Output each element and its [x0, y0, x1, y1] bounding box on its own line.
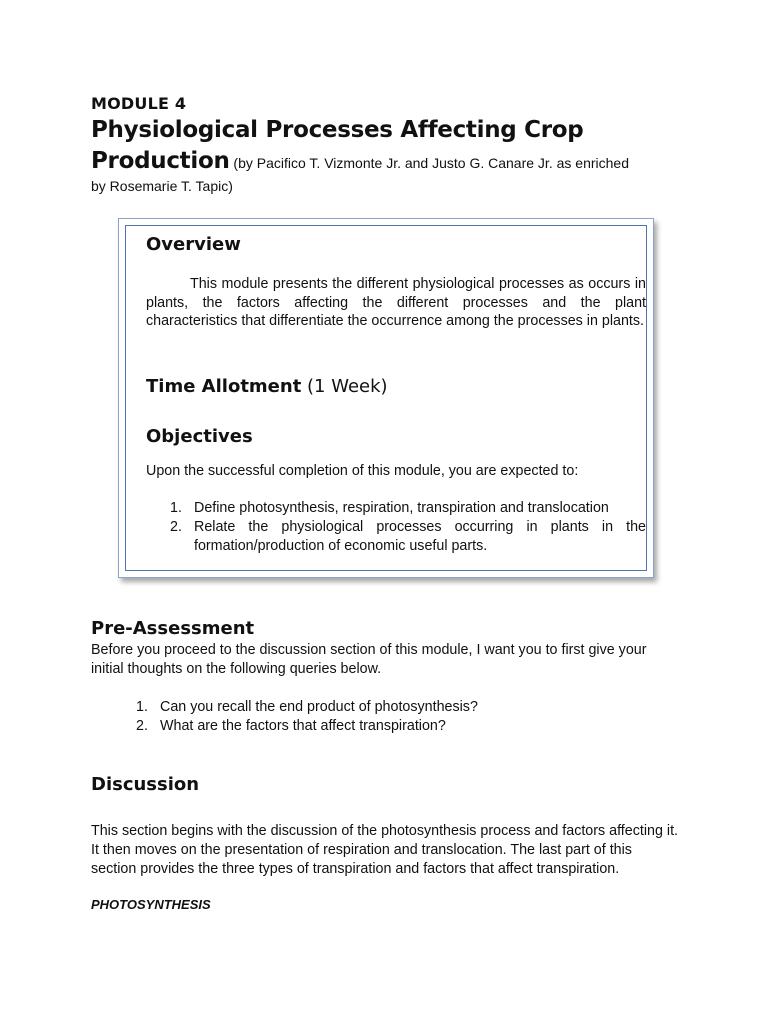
- list-item: [136, 717, 586, 736]
- objectives-intro: Upon the successful completion of this module, you are expected to:: [146, 463, 579, 479]
- list-item: [170, 518, 646, 556]
- list-item: [170, 499, 646, 518]
- pre-assessment-questions: [136, 698, 586, 736]
- discussion-heading: Discussion: [91, 774, 200, 795]
- overview-heading: Overview: [146, 234, 241, 255]
- overview-paragraph: [146, 275, 646, 331]
- pre-assessment-intro: Before you proceed to the discussion section of this module, I want you to first give your initial thoughts on the following queries below.: [91, 642, 647, 677]
- list-item-number: 2.: [136, 718, 148, 734]
- byline-second-line: by Rosemarie T. Tapic): [91, 178, 233, 194]
- objectives-list: [170, 499, 646, 556]
- time-allotment-value: (1 Week): [301, 376, 388, 397]
- overview-box-inner-border: [125, 225, 647, 571]
- module-label: MODULE 4: [91, 94, 187, 113]
- list-item-text: Relate the physiological processes occurring in plants in the formation/production of economic useful parts.: [194, 519, 646, 554]
- list-item-number: 1.: [170, 500, 182, 516]
- photosynthesis-subheading: PHOTOSYNTHESIS: [91, 897, 211, 912]
- pre-assessment-heading: Pre-Assessment: [91, 618, 255, 639]
- list-item-text: Define photosynthesis, respiration, transpiration and translocation: [194, 500, 609, 516]
- time-allotment: [146, 376, 388, 397]
- overview-paragraph-text: This module presents the different physiological processes as occurs in plants, the factors affecting the different processes and the plant characteristics that differentiate the occurrence among the processes in plants.: [146, 276, 646, 330]
- list-item: [136, 698, 586, 717]
- list-item-number: 1.: [136, 699, 148, 715]
- time-allotment-label: Time Allotment: [146, 376, 302, 397]
- byline-first-line: (by Pacifico T. Vizmonte Jr. and Justo G. Canare Jr. as enriched: [229, 155, 629, 171]
- objectives-heading: Objectives: [146, 426, 253, 447]
- overview-box: [118, 218, 654, 578]
- module-title: [91, 115, 691, 179]
- list-item-number: 2.: [170, 519, 182, 535]
- module-title-text: Physiological Processes Affecting Crop Production: [91, 117, 584, 174]
- discussion-paragraph: This section begins with the discussion of the photosynthesis process and factors affecting it. It then moves on the presentation of respiration and translocation. The last part of this section provides the three types of transpiration and factors that affect transpiration.: [91, 823, 679, 877]
- list-item-text: What are the factors that affect transpiration?: [160, 718, 446, 734]
- list-item-text: Can you recall the end product of photosynthesis?: [160, 699, 478, 715]
